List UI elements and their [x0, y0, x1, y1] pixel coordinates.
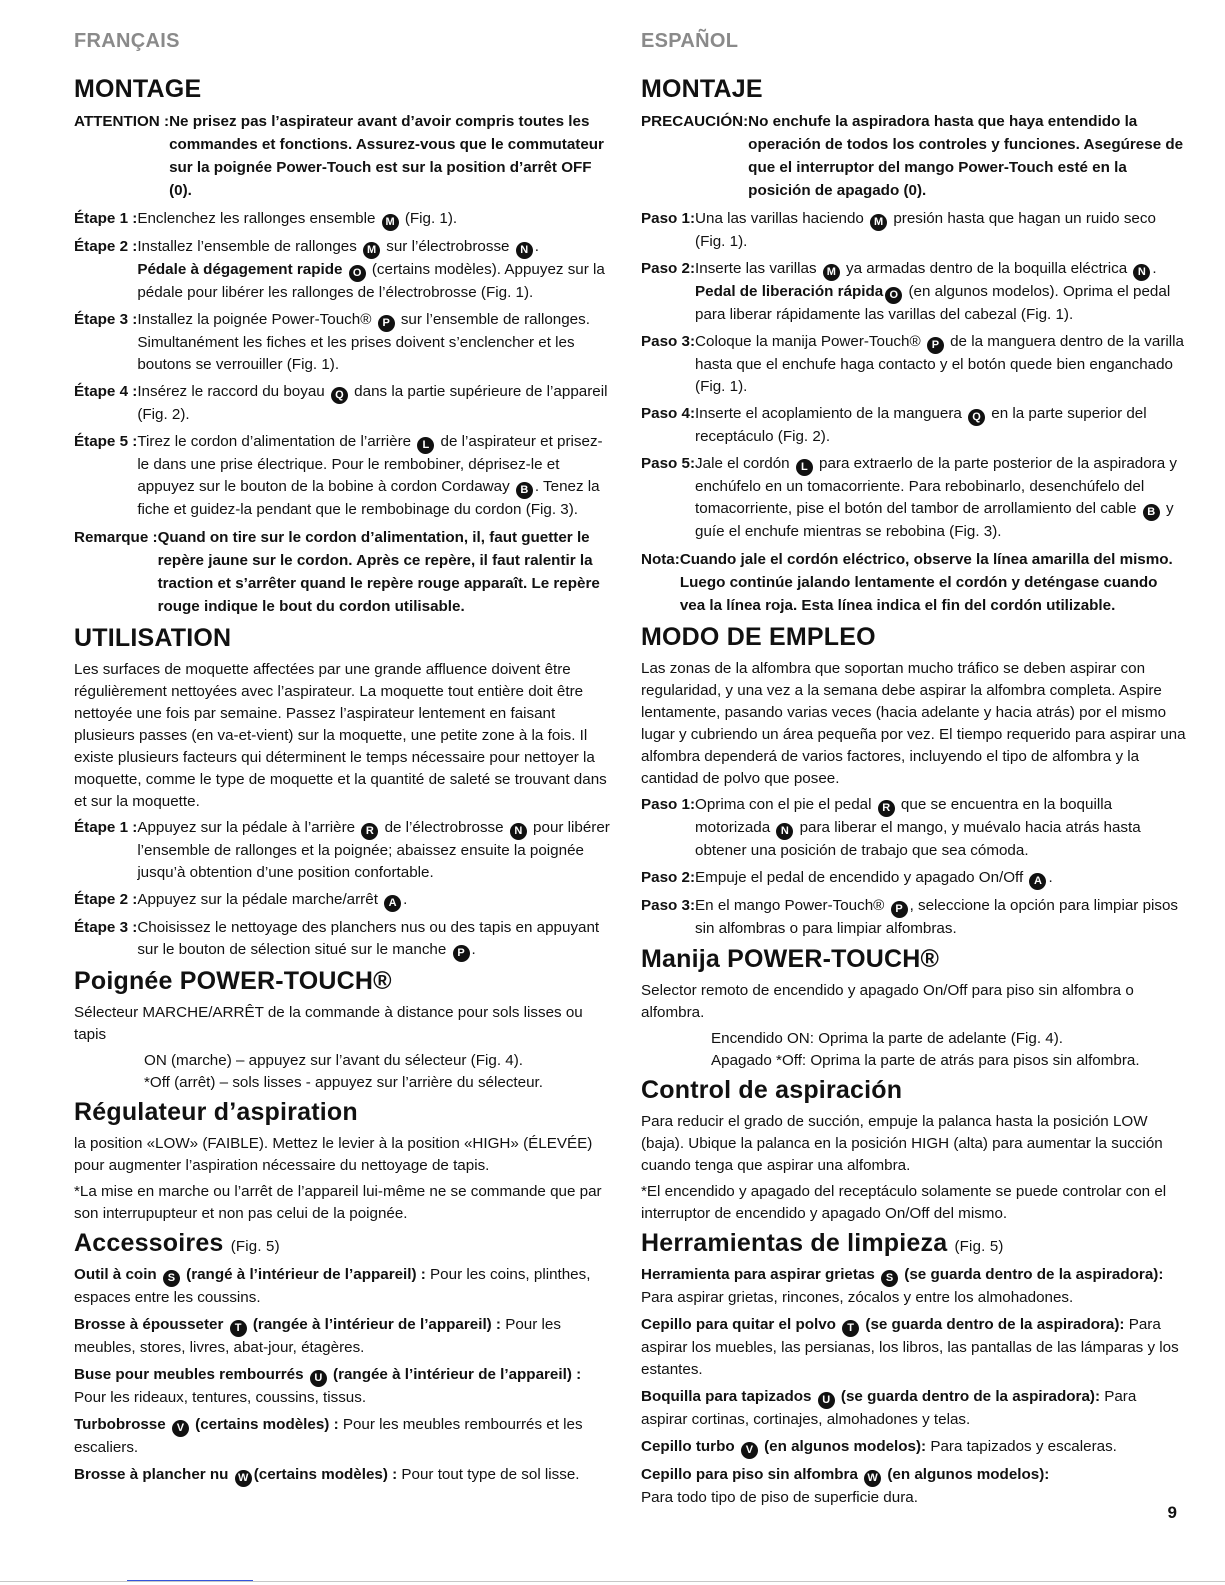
note-label: Nota: — [641, 551, 680, 568]
tool-location: (se guarda dentro de la aspiradora): — [836, 1388, 1105, 1405]
step-item — [641, 208, 1186, 253]
tool-description: Para tapizados y escaleras. — [930, 1438, 1117, 1455]
step-item — [641, 331, 1186, 398]
part-badge-icon: T — [842, 1320, 859, 1337]
tool-description: Pour les coins, plinthes, espaces entre les coussins. — [74, 1266, 591, 1306]
part-badge-icon: A — [1029, 873, 1046, 890]
step-text: Installez l’ensemble de rallonges — [137, 238, 362, 255]
off-instruction: *Off (arrêt) – sols lisses - appuyez sur l’arrière du sélecteur. — [144, 1074, 543, 1091]
note-text: Cuando jale el cordón eléctrico, observe la línea amarilla del mismo. Luego continúe jalando lentamente el cordón y deténgase cuando vea la línea roja. Esta línea indica el fin del cordón utilizable. — [679, 551, 1173, 614]
step-bold-text: Pedal de liberación rápida — [695, 283, 884, 300]
paragraph: Para reducir el grado de succión, empuje la palanca hasta la posición LOW (baja). Ubique la palanca en la posición HIGH (alta) para aumentar la succión cuando tenga que aspirar una alfombra. — [641, 1113, 1163, 1174]
step-label: Paso 3: — [641, 333, 696, 350]
step-text: dans la partie supérieure de l’appareil (Fig. 2). — [137, 383, 608, 423]
step-text: . — [403, 891, 408, 908]
intro-paragraph: Les surfaces de moquette affectées par une grande affluence doivent être régulièrement nettoyées avec l’aspirateur. La moquette tout entière doit être nettoyée une fois par semaine. Passez l’aspirateur lentement en faisant plusieurs passes (en va-et-vient) sur la moquette, une petite zone à la fois. Il existe plusieurs facteurs qui déterminent le temps nécessaire pour nettoyer la moquette, comme le type de moquette et la quantité de saleté se trouvant dans et sur la moquette. — [74, 661, 607, 810]
step-label: Étape 5 : — [74, 433, 138, 450]
tool-name: Herramienta para aspirar grietas — [641, 1266, 880, 1283]
paragraph: Selector remoto de encendido y apagado On/Off para piso sin alfombra o alfombra. — [641, 982, 1134, 1021]
part-badge-icon: L — [417, 437, 434, 454]
title-text: Herramientas de limpieza — [641, 1229, 948, 1257]
step-text: y guíe el enchufe mientras se rebobina (Fig. 3). — [695, 500, 1174, 540]
step-text: sur l’ensemble de rallonges. Simultanément les fiches et les prises doivent s’enclencher et les boutons se verrouiller (Fig. 1). — [137, 311, 590, 373]
step-text: presión hasta que hagan un ruido seco (Fig. 1). — [695, 210, 1156, 250]
part-badge-icon: M — [363, 242, 380, 259]
part-badge-icon: U — [818, 1392, 835, 1409]
step-item — [74, 889, 614, 912]
off-instruction: Apagado *Off: Oprima la parte de atrás para pisos sin alfombra. — [711, 1052, 1140, 1069]
part-badge-icon: P — [378, 315, 395, 332]
tool-description: Para aspirar grietas, rincones, zócalos y entre los almohadones. — [641, 1289, 1074, 1306]
step-item — [74, 917, 614, 962]
tool-item — [74, 1314, 614, 1359]
note-label: Remarque : — [74, 529, 158, 546]
section-title-herramientas — [641, 1229, 1186, 1258]
step-text: que se encuentra en la boquilla motorizada — [695, 796, 1113, 836]
step-text: Appuyez sur la pédale à l’arrière — [137, 819, 360, 836]
part-badge-icon: U — [310, 1370, 327, 1387]
step-text: Enclenchez les rallonges ensemble — [137, 210, 380, 227]
step-label: Étape 1 : — [74, 210, 138, 227]
step-item — [74, 817, 614, 884]
tool-name: Brosse à plancher nu — [74, 1466, 233, 1483]
step-text: Appuyez sur la pédale marche/arrêt — [137, 891, 383, 908]
step-text: , seleccione la opción para limpiar pisos sin alfombras o para limpiar alfombras. — [695, 897, 1179, 937]
section-title-modo: MODO DE EMPLEO — [641, 623, 876, 651]
step-text: en la parte superior del receptáculo (Fig. 2). — [695, 405, 1147, 445]
on-instruction: Encendido ON: Oprima la parte de adelante (Fig. 4). — [711, 1030, 1064, 1047]
step-label: Paso 2: — [641, 869, 696, 886]
warning-text: Ne prisez pas l’aspirateur avant d’avoir compris toutes les commandes et fonctions. Assurez-vous que le commutateur sur la poignée Power-Touch est sur la position d’arrêt OFF (0). — [169, 113, 604, 199]
french-column — [74, 30, 614, 1492]
part-badge-icon: T — [230, 1320, 247, 1337]
step-item — [641, 867, 1186, 890]
part-badge-icon: Q — [331, 387, 348, 404]
tool-item — [641, 1386, 1186, 1431]
step-text: (en algunos modelos). Oprima el pedal para liberar rápidamente las varillas del cabezal (Fig. 1). — [695, 283, 1171, 323]
tool-location: (rangée à l’intérieur de l’appareil) : — [328, 1366, 582, 1383]
tool-item — [641, 1314, 1186, 1381]
step-label: Étape 2 : — [74, 891, 138, 908]
tool-location: (se guarda dentro de la aspiradora): — [900, 1266, 1164, 1283]
tool-description: Pour les rideaux, tentures, coussins, tissus. — [74, 1389, 367, 1406]
step-item — [641, 794, 1186, 862]
section-title-power-touch: Poignée POWER-TOUCH® — [74, 967, 392, 995]
step-label: Étape 2 : — [74, 238, 138, 255]
tool-item — [74, 1364, 614, 1409]
step-text: sur l’électrobrosse — [382, 238, 514, 255]
part-badge-icon: W — [864, 1470, 881, 1487]
note-block — [641, 548, 1186, 617]
tool-location: (certains modèles) : — [253, 1466, 402, 1483]
step-text: para extraerlo de la parte posterior de la aspiradora y enchúfelo en un tomacorriente. Para rebobinarlo, desenchúfelo del tomacorriente, pise el botón del tambor de arrollamiento del cable — [695, 455, 1177, 517]
warning-block — [74, 110, 614, 202]
step-label: Paso 1: — [641, 796, 696, 813]
step-text: . — [1152, 260, 1157, 277]
part-badge-icon: S — [881, 1270, 898, 1287]
part-badge-icon: R — [878, 800, 895, 817]
section-title-montaje: MONTAJE — [641, 75, 763, 103]
paragraph: *La mise en marche ou l’arrêt de l’appareil lui-même ne se commande que par son interrupupteur et non pas celui de la poignée. — [74, 1183, 602, 1222]
step-text: Choisissez le nettoyage des planchers nus ou des tapis en appuyant sur le bouton de sélection situé sur le manche — [137, 919, 600, 958]
tool-description: Pour les meubles rembourrés et les escaliers. — [74, 1416, 583, 1456]
tool-name: Cepillo para piso sin alfombra — [641, 1466, 863, 1483]
step-text: Tirez le cordon d’alimentation de l’arrière — [137, 433, 416, 450]
step-label: Paso 1: — [641, 210, 696, 227]
step-label: Paso 4: — [641, 405, 696, 422]
step-text: de l’aspirateur et prisez-le dans une prise électrique. Pour le rembobiner, déprisez-le et appuyez sur le bouton de la bobine à cordon Cordaway — [137, 433, 603, 495]
step-item — [74, 309, 614, 376]
part-badge-icon: W — [235, 1470, 252, 1487]
paragraph: la position «LOW» (FAIBLE). Mettez le levier à la position «HIGH» (ÉLEVÉE) pour augmenter l’aspiration nécessaire du nettoyage de tapis. — [74, 1135, 593, 1174]
section-title-accessoires — [74, 1229, 614, 1258]
step-item — [74, 208, 614, 231]
step-text: En el mango Power-Touch® — [695, 897, 889, 914]
part-badge-icon: P — [927, 337, 944, 354]
part-badge-icon: Q — [968, 409, 985, 426]
part-badge-icon: P — [453, 945, 470, 962]
tool-name: Turbobrosse — [74, 1416, 170, 1433]
part-badge-icon: N — [516, 242, 533, 259]
language-header: FRANÇAIS — [74, 30, 180, 52]
step-text: Una las varillas haciendo — [695, 210, 869, 227]
warning-text: No enchufe la aspiradora hasta que haya entendido la operación de todos los controles y funciones. Asegúrese de que el interruptor del mango Power-Touch esté en la posición de apagado (0). — [748, 113, 1184, 199]
step-item — [74, 431, 614, 521]
paragraph: *El encendido y apagado del receptáculo solamente se puede controlar con el interruptor de encendido y apagado On/Off del mismo. — [641, 1183, 1167, 1222]
step-label: Paso 2: — [641, 260, 696, 277]
section-title-utilisation: UTILISATION — [74, 624, 232, 652]
tool-item — [641, 1436, 1186, 1459]
tool-description: Para aspirar cortinas, cortinajes, almohadones y telas. — [641, 1388, 1137, 1428]
part-badge-icon: B — [516, 482, 533, 499]
step-text: pour libérer l’ensemble de rallonges et la poignée; abaissez ensuite la poignée jusqu’à obtention d’une position confortable. — [137, 819, 610, 881]
step-item — [641, 895, 1186, 940]
tool-description: Para todo tipo de piso de superficie dura. — [641, 1489, 918, 1506]
step-label: Étape 3 : — [74, 919, 138, 936]
step-text: Coloque la manija Power-Touch® — [695, 333, 925, 350]
step-text: . — [471, 941, 476, 958]
step-label: Paso 3: — [641, 897, 696, 914]
step-item — [641, 258, 1186, 326]
step-item — [641, 453, 1186, 543]
language-header: ESPAÑOL — [641, 30, 739, 52]
page-bottom-divider — [0, 1581, 1225, 1582]
step-text: (certains modèles). Appuyez sur la pédale pour libérer les rallonges de l’électrobrosse (Fig. 1). — [137, 261, 605, 301]
part-badge-icon: M — [823, 264, 840, 281]
step-text: Oprima con el pie el pedal — [695, 796, 876, 813]
step-label: Étape 4 : — [74, 383, 138, 400]
step-item — [74, 236, 614, 304]
part-badge-icon: N — [510, 823, 527, 840]
paragraph: Sélecteur MARCHE/ARRÊT de la commande à distance pour sols lisses ou tapis — [74, 1004, 583, 1043]
tool-location: (se guarda dentro de la aspiradora): — [861, 1316, 1129, 1333]
section-title-regulateur: Régulateur d’aspiration — [74, 1098, 358, 1126]
step-text: Inserte las varillas — [695, 260, 821, 277]
title-text: Accessoires — [74, 1229, 224, 1257]
step-label: Étape 3 : — [74, 311, 138, 328]
fig-reference: (Fig. 5) — [230, 1238, 280, 1255]
part-badge-icon: M — [382, 214, 399, 231]
part-badge-icon: O — [349, 265, 366, 282]
step-item — [74, 381, 614, 426]
step-text: Installez la poignée Power-Touch® — [137, 311, 376, 328]
part-badge-icon: V — [741, 1442, 758, 1459]
tool-location: (en algunos modelos): — [759, 1438, 931, 1455]
step-text: ya armadas dentro de la boquilla eléctrica — [841, 260, 1132, 277]
part-badge-icon: N — [776, 823, 793, 840]
tool-item — [641, 1264, 1186, 1309]
tool-location: (rangée à l’intérieur de l’appareil) : — [248, 1316, 506, 1333]
tool-location: (en algunos modelos): — [883, 1466, 1050, 1483]
step-text: Inserte el acoplamiento de la manguera — [695, 405, 967, 422]
section-title-manija: Manija POWER-TOUCH® — [641, 945, 940, 973]
step-text: . — [534, 238, 539, 255]
tool-item — [74, 1264, 614, 1309]
step-text: Empuje el pedal de encendido y apagado On/Off — [695, 869, 1028, 886]
spanish-column — [641, 30, 1186, 1514]
step-text: para liberar el mango, y muévalo hacia atrás hasta obtener una posición de trabajo que sea cómoda. — [695, 819, 1141, 859]
section-title-control: Control de aspiración — [641, 1076, 903, 1104]
tool-name: Brosse à épousseter — [74, 1316, 228, 1333]
tool-description: Pour tout type de sol lisse. — [401, 1466, 580, 1483]
step-text: de la manguera dentro de la varilla hasta que el enchufe haga contacto y el botón quede bien enganchado (Fig. 1). — [695, 333, 1184, 395]
part-badge-icon: V — [172, 1420, 189, 1437]
step-text: Insérez le raccord du boyau — [137, 383, 329, 400]
step-text: (Fig. 1). — [400, 210, 458, 227]
part-badge-icon: P — [891, 901, 908, 918]
tool-name: Cepillo turbo — [641, 1438, 739, 1455]
step-item — [641, 403, 1186, 448]
part-badge-icon: R — [361, 823, 378, 840]
fig-reference: (Fig. 5) — [954, 1238, 1004, 1255]
step-bold-text: Pédale à dégagement rapide — [137, 261, 347, 278]
note-text: Quand on tire sur le cordon d’alimentation, il, faut guetter le repère jaune sur le cordon. Après ce repère, il faut ralentir la traction et s’arrêter quand le repère rouge apparaît. Le repère rouge indique le bout du cordon utilisable. — [157, 529, 600, 615]
warning-block — [641, 110, 1186, 202]
page-bottom-accent — [127, 1580, 253, 1581]
warning-label: ATTENTION : — [74, 113, 170, 130]
part-badge-icon: L — [796, 459, 813, 476]
tool-description: Pour les meubles, stores, livres, abat-jour, étagères. — [74, 1316, 561, 1356]
part-badge-icon: M — [870, 214, 887, 231]
note-block — [74, 526, 614, 618]
tool-item — [74, 1464, 614, 1487]
intro-paragraph: Las zonas de la alfombra que soportan mucho tráfico se deben aspirar con regularidad, y una vez a la semana debe aspirar la alfombra completa. Aspire lentamente, pasando varias veces (hacia adelante y hacia atrás) por el mismo lugar y cubriendo un área pequeña por vez. El tiempo requerido para aspirar una alfombra dependerá de varios factores, incluyendo el tipo de alfombra y la cantidad de polvo que posee. — [641, 660, 1186, 787]
tool-location: (certains modèles) : — [190, 1416, 343, 1433]
tool-location: (rangé à l’intérieur de l’appareil) : — [181, 1266, 431, 1283]
tool-description: Para aspirar los muebles, las persianas, los libros, las pantallas de las lámparas y los estantes. — [641, 1316, 1179, 1378]
part-badge-icon: N — [1133, 264, 1150, 281]
tool-name: Boquilla para tapizados — [641, 1388, 816, 1405]
step-label: Étape 1 : — [74, 819, 138, 836]
tool-item — [641, 1464, 1186, 1509]
tool-name: Cepillo para quitar el polvo — [641, 1316, 841, 1333]
step-label: Paso 5: — [641, 455, 696, 472]
step-text: . Tenez la fiche et guidez-la pendant que le rembobinage du cordon (Fig. 3). — [137, 478, 600, 518]
section-title-montage: MONTAGE — [74, 75, 202, 103]
tool-name: Buse pour meubles rembourrés — [74, 1366, 308, 1383]
step-text: de l’électrobrosse — [380, 819, 508, 836]
part-badge-icon: S — [163, 1270, 180, 1287]
tool-item — [74, 1414, 614, 1459]
step-text: . — [1048, 869, 1053, 886]
part-badge-icon: A — [384, 895, 401, 912]
part-badge-icon: B — [1143, 504, 1160, 521]
page-number: 9 — [1167, 1503, 1177, 1522]
step-text: Jale el cordón — [695, 455, 794, 472]
tool-name: Outil à coin — [74, 1266, 161, 1283]
part-badge-icon: O — [885, 287, 902, 304]
on-instruction: ON (marche) – appuyez sur l’avant du sélecteur (Fig. 4). — [144, 1052, 523, 1069]
warning-label: PRECAUCIÓN: — [641, 113, 749, 130]
